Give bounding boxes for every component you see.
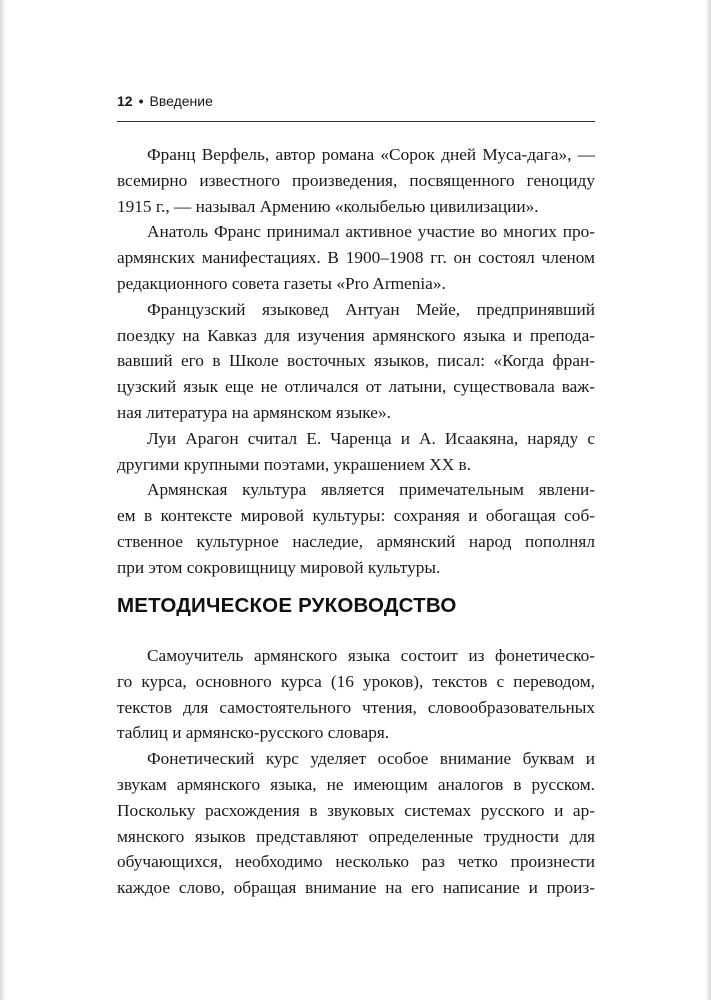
paragraph (117, 142, 595, 219)
text-line: редакционного совета газеты «Pro Armenia». (117, 273, 446, 293)
text-line: Анатоль Франс принимал активное участие во многих про- (147, 222, 595, 242)
paragraph (117, 643, 595, 746)
text-line: го курса, основного курса (16 уроков), текстов с переводом, (117, 671, 595, 691)
text-line: всемирно известного произведения, посвященного геноциду (117, 170, 595, 190)
page-number: 12 (117, 93, 133, 109)
section-method-text (117, 643, 595, 901)
text-line: Франц Верфель, автор романа «Сорок дней Муса-дага», — (147, 145, 595, 164)
section-title: Введение (149, 93, 213, 109)
text-line: при этом сокровищницу мировой культуры. (117, 557, 441, 577)
text-line: поездку на Кавказ для изучения армянского языка и препода- (117, 325, 595, 345)
text-line: ственное культурное наследие, армянский народ пополнял (117, 531, 595, 551)
text-line: звукам армянского языка, не имеющим аналогов в русском. (117, 774, 595, 794)
text-line: цузский язык еще не отличался от латыни, существовала важ- (117, 377, 595, 397)
text-line: мянского языков представляют определенные трудности для (117, 826, 595, 846)
text-line: вавший его в Школе восточных языков, писал: «Когда фран- (117, 351, 595, 371)
running-header (117, 93, 595, 122)
page-edge-left (0, 0, 6, 1000)
text-line: Армянская культура является примечательным явлени- (147, 480, 595, 500)
page-edge-right (705, 0, 711, 1000)
text-line: ем в контексте мировой культуры: сохраняя и обогащая соб- (117, 506, 595, 526)
text-line: Луи Арагон считал Е. Чаренца и А. Исаакяна, наряду с (147, 428, 595, 448)
text-line: Французский языковед Антуан Мейе, предпринявший (147, 299, 595, 319)
section-heading: МЕТОДИЧЕСКОЕ РУКОВОДСТВО (117, 594, 457, 617)
section-intro-text (117, 142, 595, 581)
text-line: армянских манифестациях. В 1900–1908 гг. он состоял членом (117, 248, 595, 268)
text-line: 1915 г., — называл Армению «колыбелью цивилизации». (117, 196, 539, 216)
text-line: Фонетический курс уделяет особое внимание буквам и (147, 749, 595, 769)
paragraph (117, 297, 595, 426)
paragraph (117, 219, 595, 296)
text-line: Самоучитель армянского языка состоит из фонетическо- (147, 646, 595, 665)
text-line: ная литература на армянском языке». (117, 402, 391, 422)
paragraph (117, 477, 595, 580)
text-line: обучающихся, необходимо несколько раз четко произнести (117, 852, 595, 872)
text-line: Поскольку расхождения в звуковых системах русского и ар- (117, 800, 595, 820)
header-separator: • (138, 93, 144, 109)
text-line: текстов для самостоятельного чтения, словообразовательных (117, 697, 595, 717)
paragraph (117, 746, 595, 901)
text-line: другими крупными поэтами, украшением XX в. (117, 454, 472, 474)
text-line: каждое слово, обращая внимание на его написание и произ- (117, 878, 595, 898)
text-line: таблиц и армянско-русского словаря. (117, 723, 390, 743)
paragraph (117, 426, 595, 478)
